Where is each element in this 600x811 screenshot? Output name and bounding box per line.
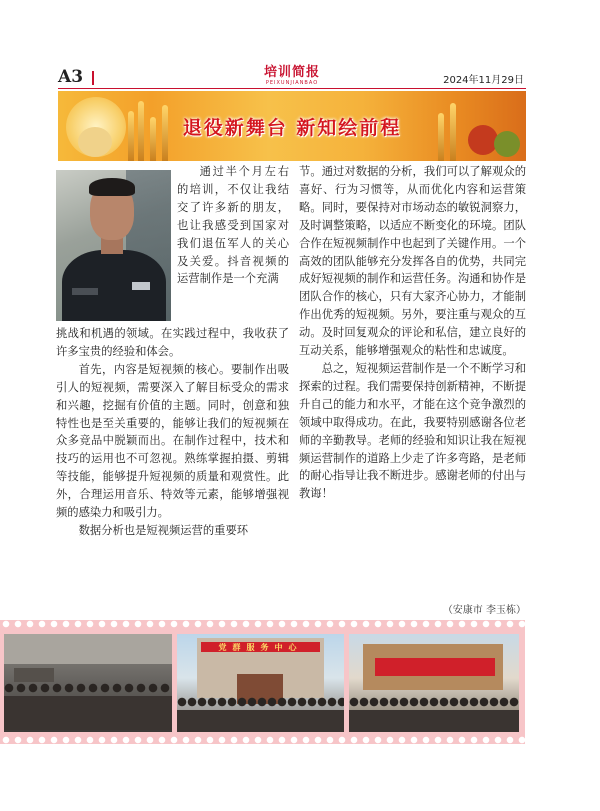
- group-photo: [349, 634, 519, 732]
- page-number: A3: [58, 67, 84, 87]
- classroom-photo: [4, 634, 172, 732]
- intro-paragraph: 通过半个月左右的培训，不仅让我结交了许多新的朋友，也让我感受到国家对我们退伍军人的关心及关爱。抖音视频的运营制作是一个充满: [177, 165, 289, 286]
- author-byline: （安康市 李玉栋）: [442, 605, 526, 616]
- photo-strip: [0, 620, 525, 744]
- paragraph: 总之，短视频运营制作是一个不断学习和探索的过程。我们需要保持创新精神，不断提升自己的能力和水平，才能在这个竞争激烈的领域中取得成功。在此，我要特别感谢各位老师的辛勤教导。老师的经验和知识让我在短视频运营制作的道路上少走了许多弯路，是老师的耐心指导让我不断进步。感谢老师的付出与教诲！: [299, 361, 526, 501]
- article-column-right: [299, 163, 526, 503]
- masthead-title: 培训简报: [263, 65, 320, 80]
- page-number-divider: [92, 71, 94, 85]
- article-title: 退役新舞台 新知绘前程: [182, 117, 402, 139]
- article-intro: [177, 163, 289, 288]
- paragraph: 数据分析也是短视频运营的重要环: [78, 523, 249, 537]
- service-center-photo: [177, 634, 344, 732]
- paragraph: 挑战和机遇的领域。在实践过程中，我收获了许多宝贵的经验和体会。: [56, 327, 289, 358]
- header-rule: [58, 88, 526, 89]
- title-banner: [58, 91, 526, 161]
- author-portrait: [56, 170, 171, 321]
- service-center-sign: 党群服务中心: [218, 642, 303, 652]
- masthead-subtitle: PEIXUNJIANBAO: [265, 80, 319, 86]
- publication-date: 2024年11月29日: [443, 75, 524, 86]
- masthead: [248, 66, 336, 86]
- article-column-left: [56, 325, 289, 540]
- page-header: [58, 65, 526, 89]
- paragraph: 首先，内容是短视频的核心。要制作出吸引人的短视频，需要深入了解目标受众的需求和兴趣，挖掘有价值的主题。同时，创意和独特性也是至关重要的，能够让我们的短视频在众多竞品中脱颖而出。在制作过程中，技术和技巧的运用也不可忽视。熟练掌握拍摄、剪辑等技能，能够提升短视频的质量和观赏性。此外，合理运用音乐、特效等元素，能够增强视频的感染力和吸引力。: [56, 362, 289, 520]
- paragraph: 节。通过对数据的分析，我们可以了解观众的喜好、行为习惯等，从而优化内容和运营策略。同时，要保持对市场动态的敏锐洞察力，及时调整策略，以适应不断变化的环境。团队合作在短视频制作中也起到了关键作用。一个高效的团队能够充分发挥各自的优势，共同完成好短视频的制作和运营任务。沟通和协作是团队合作的核心，只有大家齐心协力，才能制作出优秀的短视频。另外，要注重与观众的互动。及时回复观众的评论和私信，建立良好的互动关系，能够增强观众的粘性和忠诚度。: [299, 165, 526, 358]
